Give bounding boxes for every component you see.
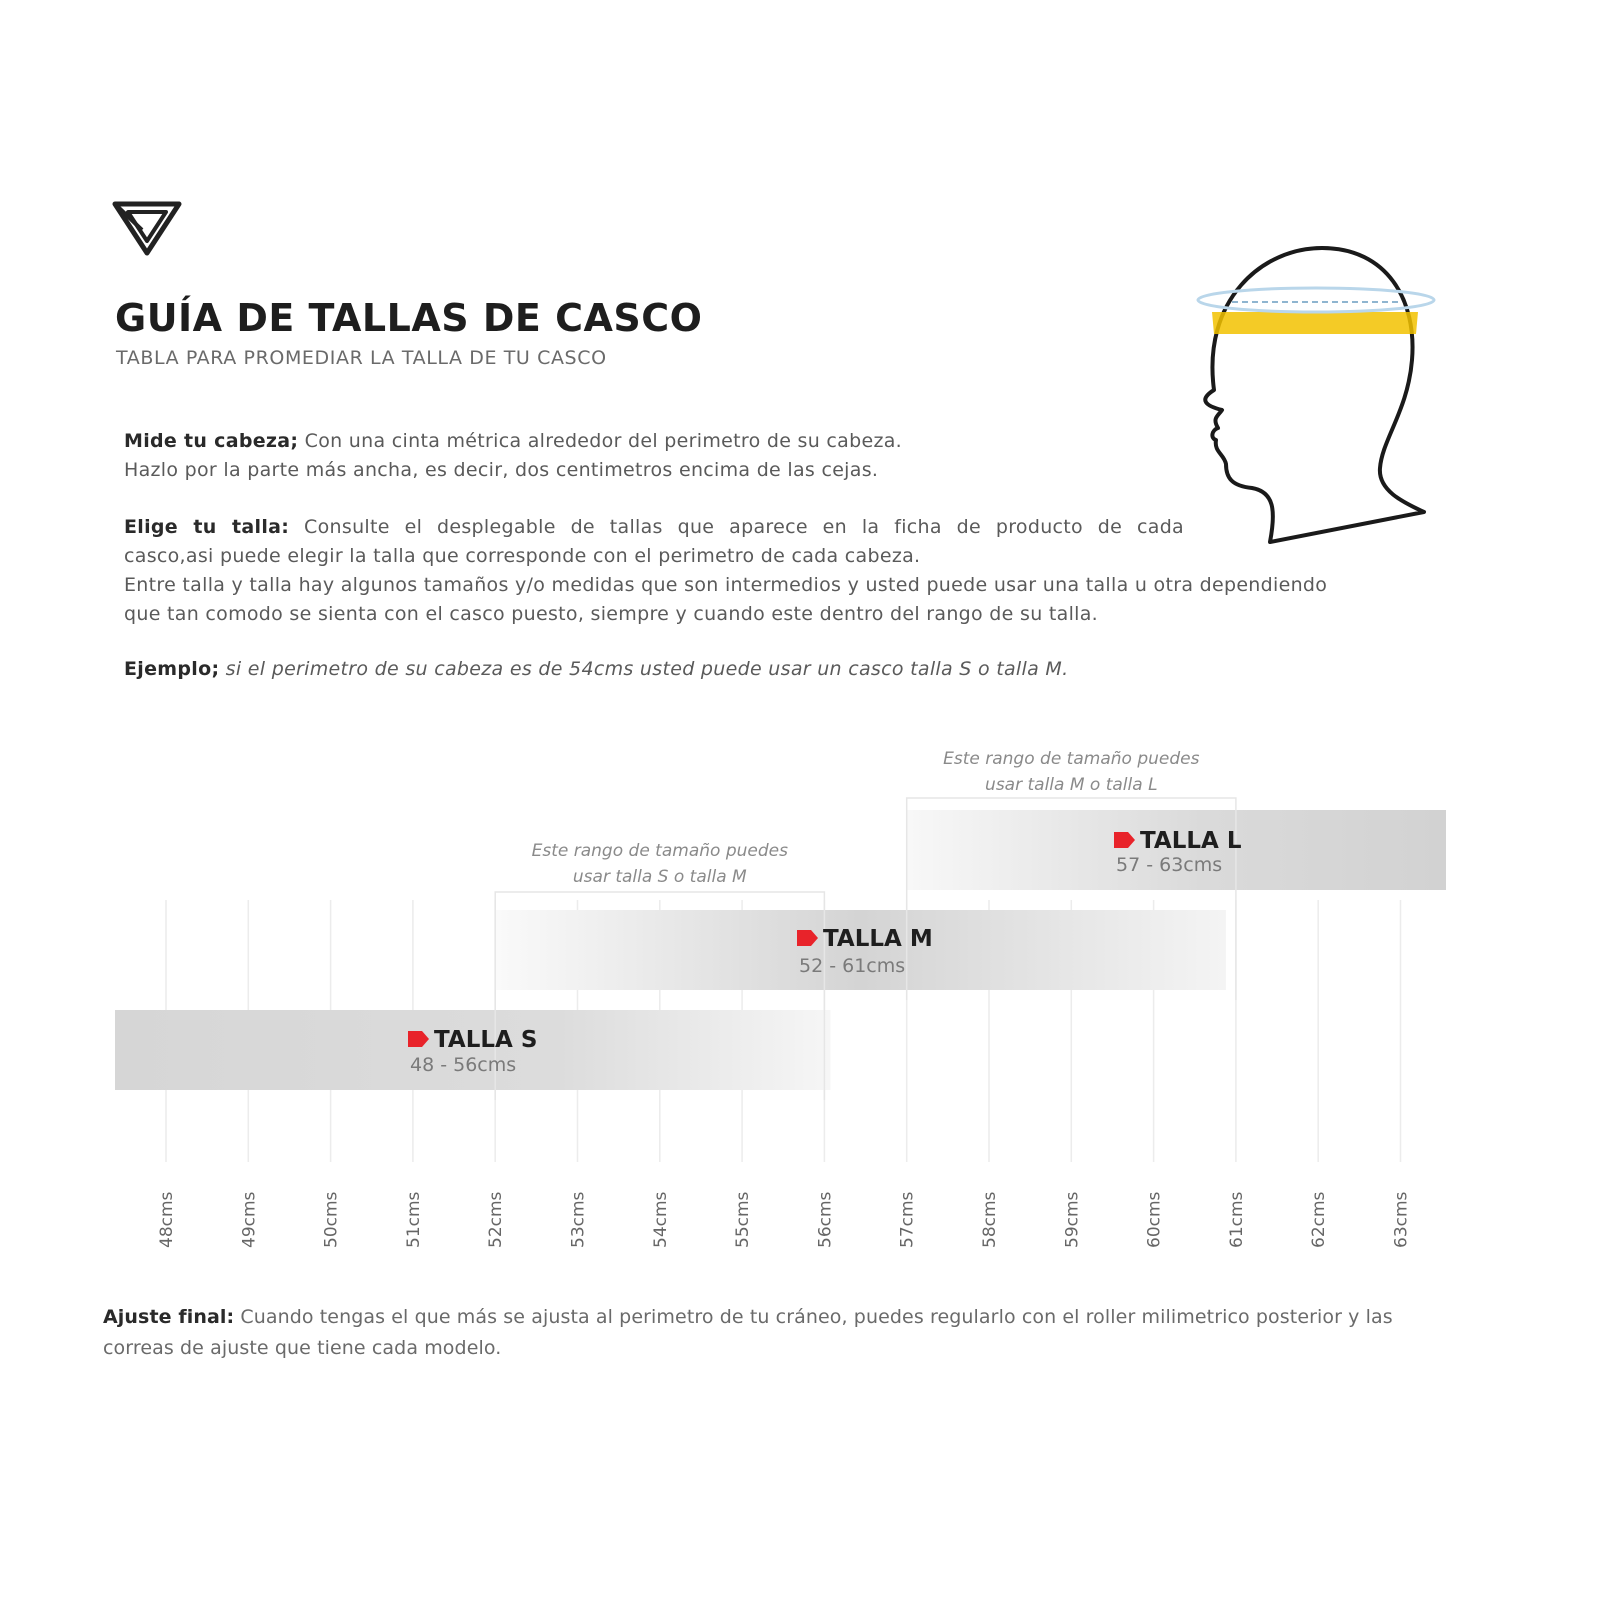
measure-instructions [124, 427, 1444, 485]
tick-label: 55cms [733, 1191, 754, 1248]
size-range: 48 - 56cms [410, 1054, 517, 1076]
page-title: GUÍA DE TALLAS DE CASCO [115, 296, 703, 340]
size-label: TALLA S [434, 1027, 538, 1053]
overlap-note-line: usar talla S o talla M [572, 867, 747, 887]
tick-label: 54cms [650, 1191, 671, 1248]
tick-label: 49cms [239, 1191, 260, 1248]
measure-label: Mide tu cabeza; [124, 430, 299, 452]
choose-text-2: casco,asi puede elegir la talla que corresponde con el perimetro de cada cabeza. [124, 545, 921, 567]
tick-label: 51cms [403, 1191, 424, 1248]
tick-label: 52cms [486, 1191, 507, 1248]
size-label: TALLA M [823, 926, 933, 952]
tick-label: 48cms [157, 1191, 177, 1248]
measure-text-2: Hazlo por la parte más ancha, es decir, dos centimetros encima de las cejas. [124, 459, 879, 481]
head-measurement-icon [1192, 240, 1440, 550]
tick-label: 50cms [321, 1191, 342, 1248]
choose-text-3: Entre talla y talla hay algunos tamaños y/o medidas que son intermedios y usted puede usar una talla u otra dependiendo [124, 574, 1328, 596]
tick-label: 56cms [815, 1191, 836, 1248]
tick-label: 59cms [1062, 1191, 1083, 1248]
choose-size-instructions [124, 513, 1444, 629]
choose-text-4: que tan comodo se sienta con el casco puesto, siempre y cuando este dentro del rango de su talla. [124, 603, 1099, 625]
overlap-note-line: Este rango de tamaño puedes [943, 749, 1200, 769]
final-adjustment-text [103, 1302, 1503, 1364]
overlap-note-line: usar talla M o talla L [985, 775, 1158, 795]
brand-logo-icon [112, 200, 182, 256]
tick-label: 63cms [1391, 1191, 1412, 1248]
size-range-chart [0, 730, 1600, 1270]
overlap-note-line: Este rango de tamaño puedes [531, 841, 788, 861]
size-label: TALLA L [1140, 828, 1242, 854]
tick-label: 61cms [1226, 1191, 1247, 1248]
tick-label: 60cms [1144, 1191, 1165, 1248]
choose-text-1: Consulte el desplegable de tallas que aparece en la ficha de producto de cada [289, 516, 1184, 538]
tick-label: 53cms [568, 1191, 589, 1248]
example-label: Ejemplo; [124, 658, 220, 680]
final-adjustment-line2: correas de ajuste que tiene cada modelo. [103, 1337, 502, 1359]
page-subtitle: TABLA PARA PROMEDIAR LA TALLA DE TU CASCO [116, 347, 607, 369]
tick-label: 62cms [1309, 1191, 1330, 1248]
choose-label: Elige tu talla: [124, 516, 290, 538]
final-adjustment-line1: Cuando tengas el que más se ajusta al perimetro de tu cráneo, puedes regularlo con el roller milimetrico posterior y las [234, 1306, 1393, 1328]
example-text [124, 655, 1444, 684]
size-range: 57 - 63cms [1116, 854, 1223, 876]
tick-label: 57cms [897, 1191, 918, 1248]
final-adjustment-label: Ajuste final: [103, 1306, 235, 1328]
size-range: 52 - 61cms [799, 955, 906, 977]
example-body: si el perimetro de su cabeza es de 54cms usted puede usar un casco talla S o talla M. [219, 658, 1069, 680]
tick-label: 58cms [980, 1191, 1000, 1248]
measure-text-1: Con una cinta métrica alrededor del perimetro de su cabeza. [298, 430, 903, 452]
